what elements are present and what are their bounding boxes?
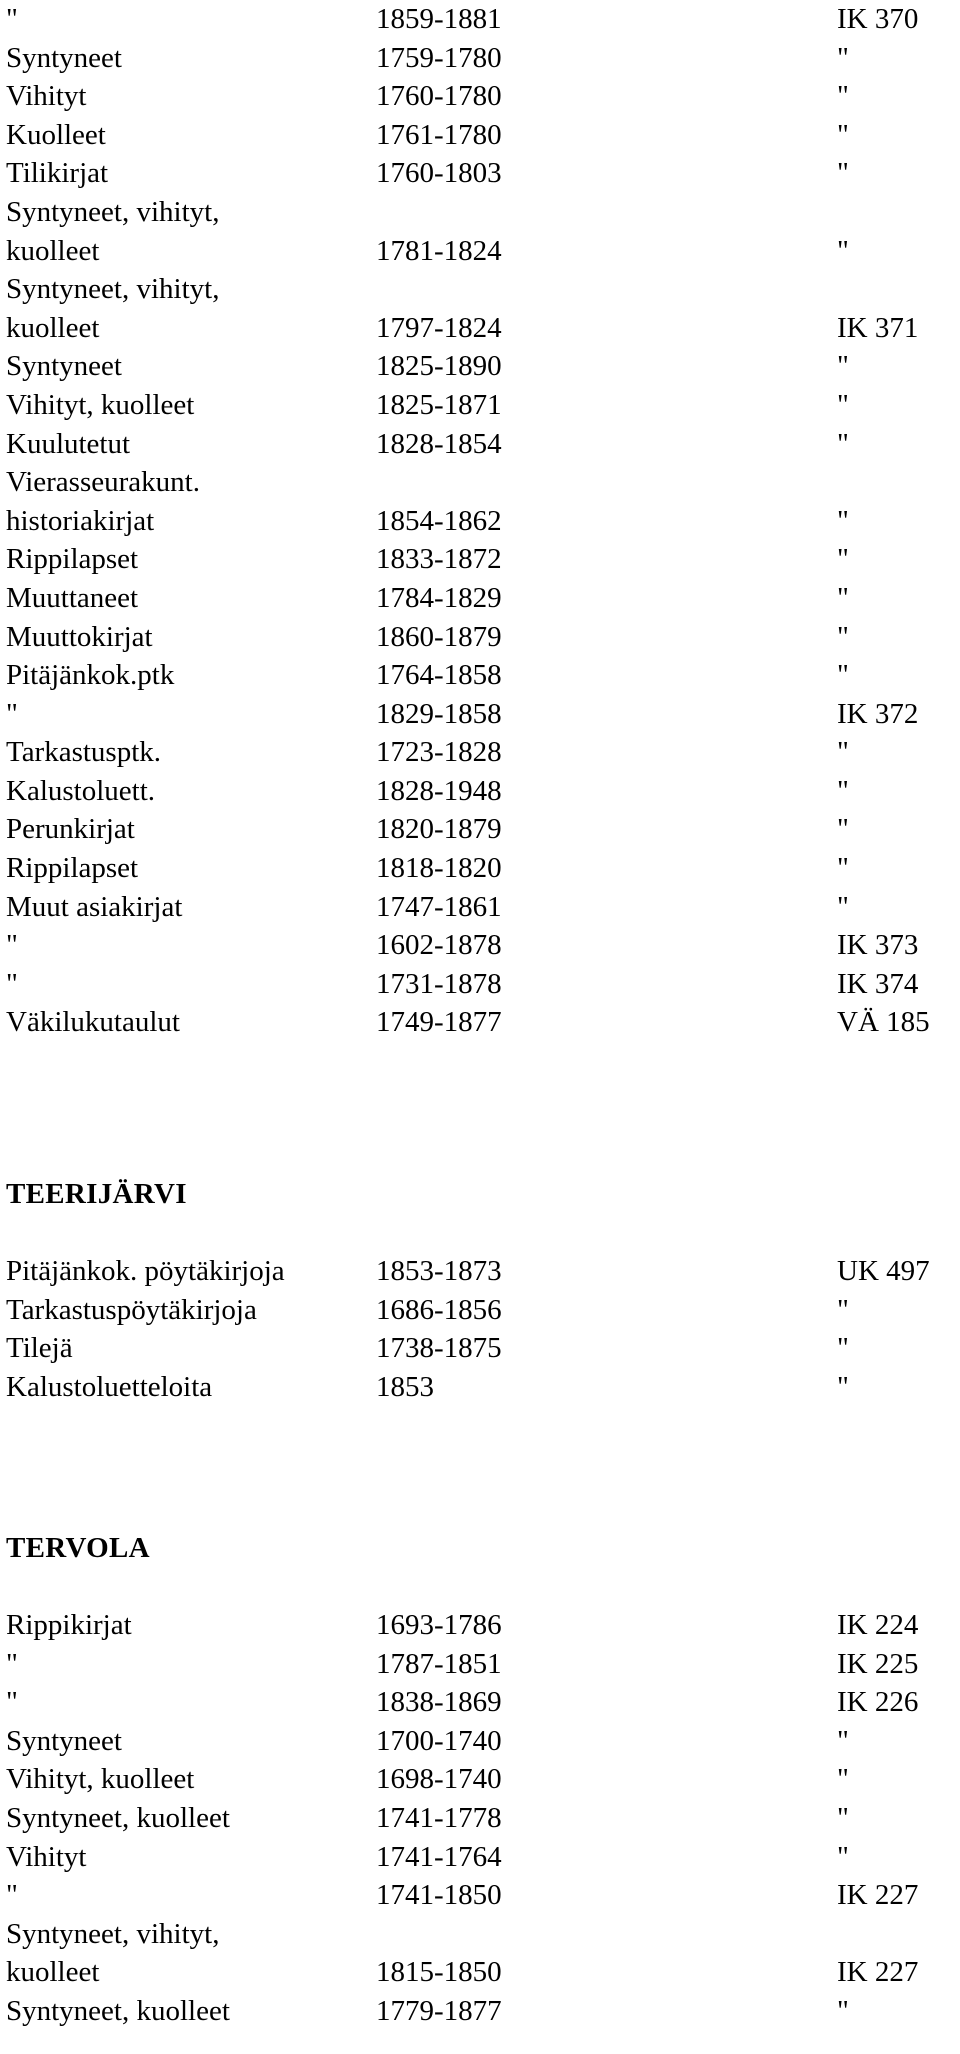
record-title: Syntyneet, kuolleet xyxy=(6,1994,230,2027)
record-row xyxy=(6,849,956,888)
record-row xyxy=(6,618,956,657)
record-years: 1731-1878 xyxy=(376,967,502,1000)
record-years: 1853 xyxy=(376,1370,434,1403)
record-shelf-id: IK 374 xyxy=(837,967,919,1000)
record-years: 1797-1824 xyxy=(376,311,502,344)
record-title: " xyxy=(6,1647,18,1680)
record-title: Syntyneet xyxy=(6,350,122,383)
record-title: " xyxy=(6,967,18,1000)
record-row xyxy=(6,77,956,116)
record-row xyxy=(6,386,956,425)
record-years: 1825-1890 xyxy=(376,350,502,383)
record-years: 1693-1786 xyxy=(376,1609,502,1641)
record-row xyxy=(6,463,956,502)
record-years: 1741-1764 xyxy=(376,1840,502,1873)
record-row xyxy=(6,1799,956,1838)
record-years: 1829-1858 xyxy=(376,697,502,730)
record-years: 1764-1858 xyxy=(376,659,502,692)
record-years: 1602-1878 xyxy=(376,929,502,962)
record-title: Perunkirjat xyxy=(6,813,135,846)
record-row xyxy=(6,733,956,772)
record-shelf-id: " xyxy=(837,80,849,113)
record-title: Syntyneet, vihityt, xyxy=(6,273,220,306)
record-row xyxy=(6,1838,956,1877)
record-title: Rippilapset xyxy=(6,852,139,885)
record-title: kuolleet xyxy=(6,234,100,267)
record-shelf-id: " xyxy=(837,118,849,151)
record-years: 1738-1875 xyxy=(376,1332,502,1365)
record-shelf-id: " xyxy=(837,1994,849,2027)
record-years: 1698-1740 xyxy=(376,1763,502,1796)
record-shelf-id: IK 373 xyxy=(837,929,919,962)
record-row xyxy=(6,656,956,695)
record-shelf-id: " xyxy=(837,1293,849,1326)
record-shelf-id: IK 226 xyxy=(837,1686,919,1719)
record-shelf-id: " xyxy=(837,157,849,190)
record-title: Kalustoluett. xyxy=(6,774,156,807)
record-years: 1828-1948 xyxy=(376,774,502,807)
record-row xyxy=(6,270,956,309)
record-shelf-id: " xyxy=(837,234,849,267)
record-title: " xyxy=(6,697,18,730)
record-title: Kuolleet xyxy=(6,118,106,151)
record-years: 1815-1850 xyxy=(376,1956,502,1989)
record-years: 1723-1828 xyxy=(376,736,502,769)
record-shelf-id: " xyxy=(837,774,849,807)
record-shelf-id: " xyxy=(837,852,849,885)
record-title: Syntyneet, kuolleet xyxy=(6,1801,230,1834)
record-row xyxy=(6,926,956,965)
record-years: 1779-1877 xyxy=(376,1994,502,2027)
record-years: 1818-1820 xyxy=(376,852,502,885)
record-shelf-id: " xyxy=(837,1332,849,1365)
record-years: 1838-1869 xyxy=(376,1686,502,1719)
record-years: 1759-1780 xyxy=(376,41,502,74)
record-row xyxy=(6,695,956,734)
record-years: 1747-1861 xyxy=(376,890,502,923)
record-years: 1741-1778 xyxy=(376,1801,502,1834)
record-title: Vihityt xyxy=(6,1840,87,1873)
record-title: Vierasseurakunt. xyxy=(6,466,200,499)
record-title: kuolleet xyxy=(6,311,100,344)
record-shelf-id: UK 497 xyxy=(837,1255,930,1287)
record-title: Tarkastuspöytäkirjoja xyxy=(6,1293,257,1326)
record-shelf-id: IK 227 xyxy=(837,1879,919,1912)
record-title: Muuttaneet xyxy=(6,581,139,614)
record-shelf-id: " xyxy=(837,41,849,74)
record-row xyxy=(6,1291,956,1330)
record-row xyxy=(6,309,956,348)
record-years: 1854-1862 xyxy=(376,504,502,537)
record-years: 1760-1780 xyxy=(376,80,502,113)
record-title: Pitäjänkok.ptk xyxy=(6,659,175,692)
record-row xyxy=(6,772,956,811)
record-shelf-id: IK 224 xyxy=(837,1609,919,1641)
record-shelf-id: " xyxy=(837,659,849,692)
records-list-section-3 xyxy=(6,1606,956,2031)
record-row xyxy=(6,1915,956,1954)
record-title: Väkilukutaulut xyxy=(6,1006,180,1039)
record-years: 1686-1856 xyxy=(376,1293,502,1326)
record-shelf-id: " xyxy=(837,1370,849,1403)
records-list-section-2 xyxy=(6,1252,956,1406)
record-row xyxy=(6,965,956,1004)
record-years: 1833-1872 xyxy=(376,543,502,576)
record-shelf-id: " xyxy=(837,890,849,923)
record-years: 1749-1877 xyxy=(376,1006,502,1039)
record-title: Syntyneet, vihityt, xyxy=(6,195,220,228)
record-shelf-id: IK 371 xyxy=(837,311,919,344)
record-row xyxy=(6,810,956,849)
section-heading-tervola: TERVOLA xyxy=(6,1532,150,1564)
record-years: 1760-1803 xyxy=(376,157,502,190)
record-title: historiakirjat xyxy=(6,504,155,537)
record-row xyxy=(6,1992,956,2031)
record-row xyxy=(6,1329,956,1368)
record-title: Syntyneet xyxy=(6,41,122,74)
record-row xyxy=(6,1645,956,1684)
record-row xyxy=(6,116,956,155)
record-title: Vihityt, kuolleet xyxy=(6,388,195,421)
record-shelf-id: " xyxy=(837,427,849,460)
record-shelf-id: " xyxy=(837,543,849,576)
record-years: 1700-1740 xyxy=(376,1724,502,1757)
record-title: Tilejä xyxy=(6,1332,73,1365)
record-shelf-id: " xyxy=(837,813,849,846)
record-shelf-id: " xyxy=(837,1801,849,1834)
record-row xyxy=(6,1876,956,1915)
record-title: " xyxy=(6,929,18,962)
record-title: " xyxy=(6,1879,18,1912)
record-shelf-id: IK 372 xyxy=(837,697,919,730)
record-row xyxy=(6,1760,956,1799)
record-row xyxy=(6,502,956,541)
record-title: " xyxy=(6,3,18,35)
record-row xyxy=(6,1722,956,1761)
record-title: Rippilapset xyxy=(6,543,139,576)
record-shelf-id: VÄ 185 xyxy=(837,1006,930,1039)
record-shelf-id: IK 225 xyxy=(837,1647,919,1680)
record-shelf-id: IK 227 xyxy=(837,1956,919,1989)
record-row xyxy=(6,193,956,232)
record-row xyxy=(6,232,956,271)
record-row xyxy=(6,1368,956,1407)
record-years: 1860-1879 xyxy=(376,620,502,653)
record-title: Tilikirjat xyxy=(6,157,109,190)
record-row xyxy=(6,1953,956,1992)
record-title: Kalustoluetteloita xyxy=(6,1370,213,1403)
record-shelf-id: " xyxy=(837,736,849,769)
record-row xyxy=(6,1683,956,1722)
record-title: Kuulutetut xyxy=(6,427,131,460)
record-row xyxy=(6,347,956,386)
record-row xyxy=(6,425,956,464)
record-shelf-id: " xyxy=(837,388,849,421)
record-row xyxy=(6,888,956,927)
record-row xyxy=(6,1606,956,1645)
record-shelf-id: " xyxy=(837,1763,849,1796)
record-years: 1820-1879 xyxy=(376,813,502,846)
record-title: Syntyneet, vihityt, xyxy=(6,1917,220,1950)
record-title: Muuttokirjat xyxy=(6,620,153,653)
record-years: 1859-1881 xyxy=(376,3,502,35)
record-shelf-id: " xyxy=(837,350,849,383)
record-years: 1787-1851 xyxy=(376,1647,502,1680)
record-row xyxy=(6,1252,956,1291)
record-shelf-id: " xyxy=(837,581,849,614)
record-years: 1781-1824 xyxy=(376,234,502,267)
record-shelf-id: " xyxy=(837,1724,849,1757)
record-row xyxy=(6,1003,956,1042)
record-title: " xyxy=(6,1686,18,1719)
record-title: Tarkastusptk. xyxy=(6,736,162,769)
record-title: Vihityt, kuolleet xyxy=(6,1763,195,1796)
record-years: 1761-1780 xyxy=(376,118,502,151)
record-shelf-id: " xyxy=(837,1840,849,1873)
records-list-section-1 xyxy=(6,0,956,1042)
record-row xyxy=(6,0,956,39)
record-years: 1784-1829 xyxy=(376,581,502,614)
record-years: 1825-1871 xyxy=(376,388,502,421)
record-title: Pitäjänkok. pöytäkirjoja xyxy=(6,1255,285,1287)
record-title: Rippikirjat xyxy=(6,1609,132,1641)
record-shelf-id: IK 370 xyxy=(837,3,919,35)
record-title: kuolleet xyxy=(6,1956,100,1989)
record-years: 1741-1850 xyxy=(376,1879,502,1912)
record-years: 1828-1854 xyxy=(376,427,502,460)
record-row xyxy=(6,540,956,579)
record-shelf-id: " xyxy=(837,620,849,653)
record-title: Muut asiakirjat xyxy=(6,890,183,923)
record-row xyxy=(6,579,956,618)
record-title: Vihityt xyxy=(6,80,87,113)
record-shelf-id: " xyxy=(837,504,849,537)
record-years: 1853-1873 xyxy=(376,1255,502,1287)
record-title: Syntyneet xyxy=(6,1724,122,1757)
record-row xyxy=(6,39,956,78)
section-heading-teerijarvi: TEERIJÄRVI xyxy=(6,1178,187,1210)
record-row xyxy=(6,154,956,193)
